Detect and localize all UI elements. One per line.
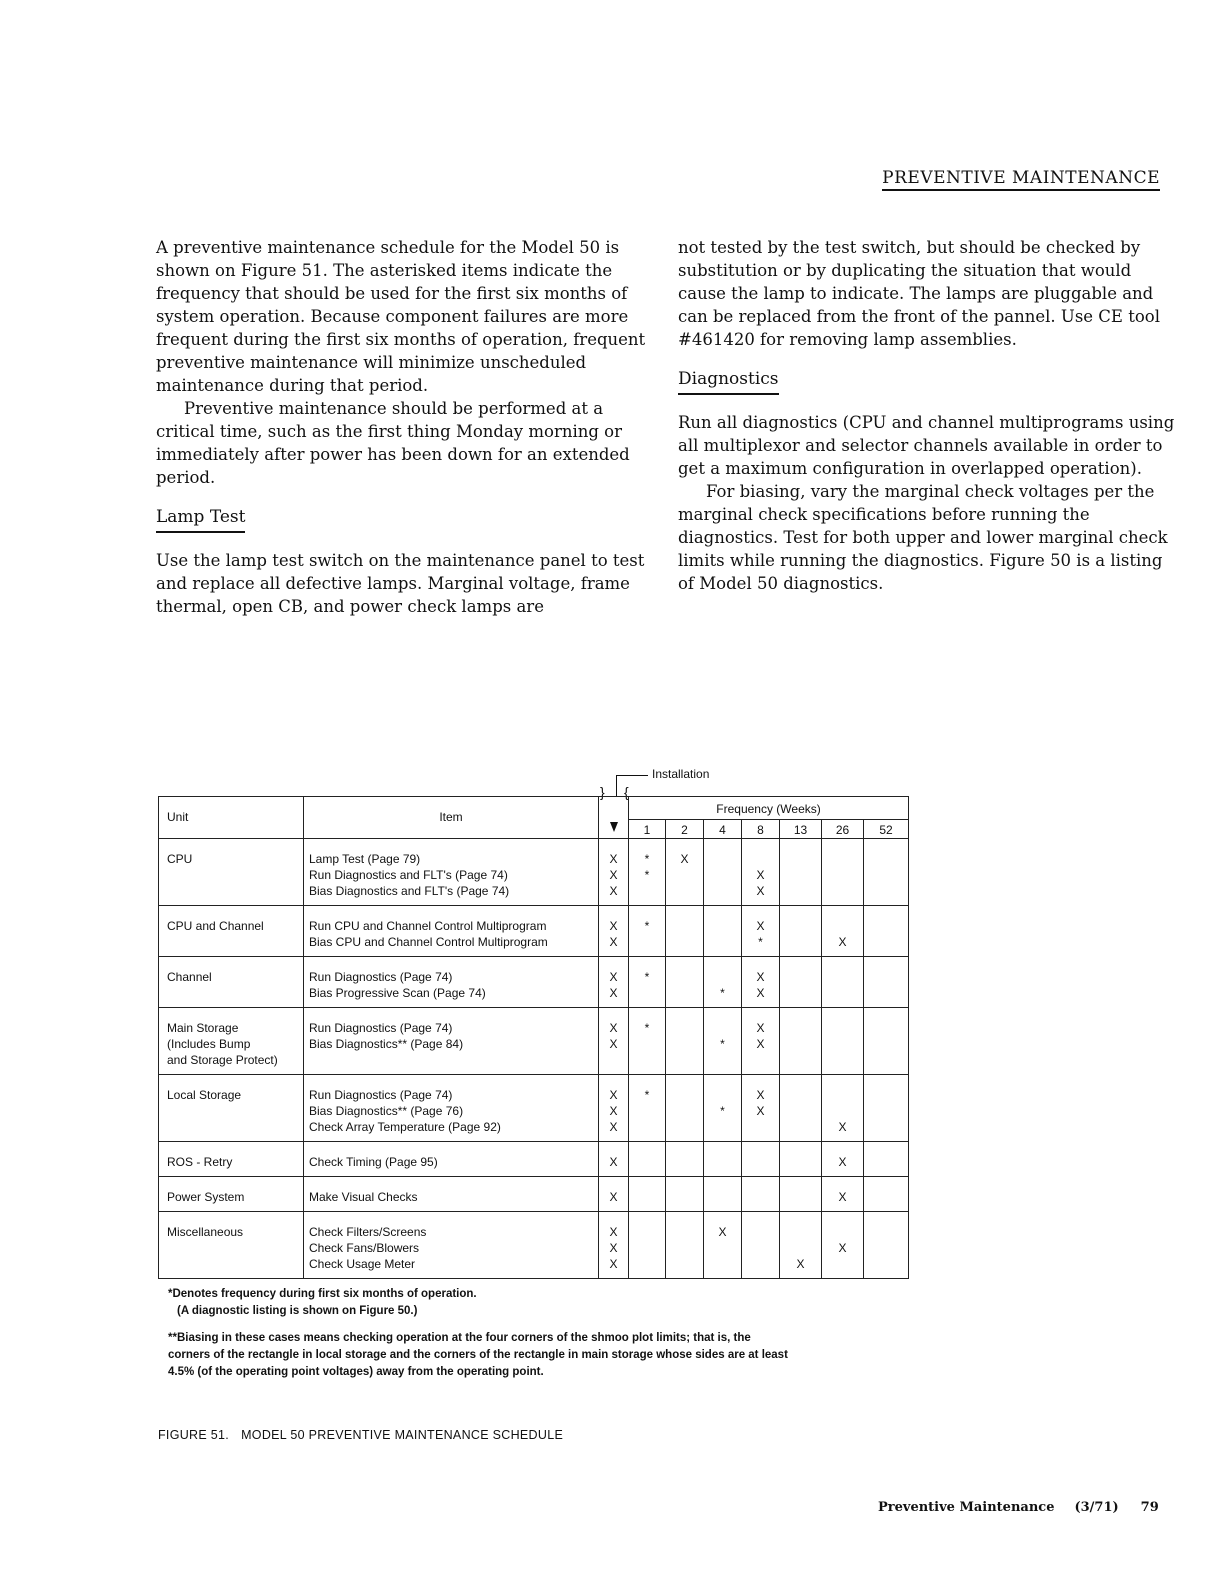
frequency-cell xyxy=(629,839,666,906)
schedule-mark: X xyxy=(756,919,765,933)
frequency-cell xyxy=(864,1212,909,1279)
left-column xyxy=(156,236,656,618)
frequency-cell xyxy=(780,957,822,1008)
schedule-mark xyxy=(864,1087,908,1103)
schedule-mark: X xyxy=(609,1225,618,1239)
frequency-cell xyxy=(822,1142,864,1177)
schedule-mark xyxy=(822,985,863,1001)
item-label: Lamp Test (Page 79) xyxy=(309,852,421,866)
footer-date: (3/71) xyxy=(1074,1500,1119,1515)
item-label: Run CPU and Channel Control Multiprogram xyxy=(309,919,547,933)
frequency-cell xyxy=(666,839,704,906)
schedule-mark: X xyxy=(609,1155,618,1169)
schedule-mark xyxy=(704,918,741,934)
schedule-mark xyxy=(666,969,703,985)
schedule-mark: X xyxy=(609,1104,618,1118)
schedule-mark xyxy=(822,1020,863,1036)
installation-cell xyxy=(599,957,629,1008)
schedule-mark xyxy=(666,867,703,883)
schedule-mark: X xyxy=(756,1088,765,1102)
frequency-cell xyxy=(704,1008,742,1075)
item-cell xyxy=(304,1177,599,1212)
unit-cell xyxy=(159,1212,304,1279)
unit-cell xyxy=(159,1177,304,1212)
figure-number: FIGURE 51. xyxy=(158,1428,230,1442)
schedule-mark: * xyxy=(644,919,650,933)
schedule-mark xyxy=(822,1087,863,1103)
schedule-mark xyxy=(629,934,665,950)
unit-label: CPU xyxy=(167,852,193,866)
frequency-cell xyxy=(742,839,780,906)
frequency-cell xyxy=(780,1142,822,1177)
frequency-cell xyxy=(742,906,780,957)
schedule-mark: * xyxy=(644,868,650,882)
frequency-cell xyxy=(742,1075,780,1142)
installation-column-header xyxy=(599,797,629,839)
frequency-cell xyxy=(704,906,742,957)
footnotes xyxy=(168,1286,788,1381)
schedule-mark: X xyxy=(609,919,618,933)
schedule-mark xyxy=(864,934,908,950)
schedule-mark xyxy=(864,1103,908,1119)
schedule-mark xyxy=(704,1087,741,1103)
intro-paragraph: A preventive maintenance schedule for the Model 50 is shown on Figure 51. The asterisked items indicate the frequency that should be used for the first six months of system operation. Because component failures are more frequent during the first six months of operation, frequent preventive maintenance will minimize unscheduled maintenance during that period. xyxy=(156,238,646,395)
installation-leader-drop xyxy=(616,775,617,797)
diagnostics-paragraph: Run all diagnostics (CPU and channel multiprograms using all multiplexor and selector channels available in order to get a maximum configuration in overlapped operation). xyxy=(678,413,1175,478)
frequency-cell xyxy=(864,1142,909,1177)
footnote-asterisk: *Denotes frequency during first six months of operation. xyxy=(168,1288,477,1300)
schedule-mark xyxy=(704,883,741,899)
frequency-cell xyxy=(666,906,704,957)
schedule-mark: X xyxy=(680,852,689,866)
unit-cell xyxy=(159,839,304,906)
schedule-mark xyxy=(666,1256,703,1272)
timing-paragraph: Preventive maintenance should be performed at a critical time, such as the first thing Monday morning or immediately after power has been down for an extended period. xyxy=(156,399,630,487)
schedule-mark xyxy=(666,1036,703,1052)
schedule-mark xyxy=(742,1154,779,1170)
schedule-mark xyxy=(704,1256,741,1272)
schedule-mark: X xyxy=(609,935,618,949)
schedule-mark xyxy=(666,918,703,934)
schedule-mark: X xyxy=(609,852,618,866)
footnote-asterisk-reference: (A diagnostic listing is shown on Figure 50.) xyxy=(177,1305,418,1317)
schedule-mark: X xyxy=(609,1257,618,1271)
schedule-mark: X xyxy=(838,1190,847,1204)
frequency-cell xyxy=(704,839,742,906)
installation-leader-line xyxy=(616,775,648,776)
frequency-cell xyxy=(666,1142,704,1177)
schedule-mark: X xyxy=(756,1104,765,1118)
installation-cell xyxy=(599,906,629,957)
schedule-mark xyxy=(629,1189,665,1205)
unit-label: and Storage Protect) xyxy=(167,1053,278,1067)
schedule-mark xyxy=(629,1036,665,1052)
schedule-mark: X xyxy=(756,868,765,882)
schedule-mark: X xyxy=(756,884,765,898)
frequency-cell xyxy=(704,1177,742,1212)
unit-column-header: Unit xyxy=(159,797,304,839)
frequency-cell xyxy=(629,1008,666,1075)
schedule-mark xyxy=(780,969,821,985)
schedule-mark xyxy=(742,1256,779,1272)
week-header: 13 xyxy=(780,820,822,839)
schedule-mark xyxy=(629,883,665,899)
item-label: Run Diagnostics (Page 74) xyxy=(309,970,453,984)
schedule-mark xyxy=(742,1240,779,1256)
frequency-cell xyxy=(864,906,909,957)
schedule-mark: * xyxy=(720,1104,725,1118)
schedule-mark xyxy=(742,1189,779,1205)
installation-cell xyxy=(599,1212,629,1279)
schedule-mark: X xyxy=(796,1257,805,1271)
schedule-mark: X xyxy=(609,1120,618,1134)
diagnostics-heading: Diagnostics xyxy=(678,368,779,395)
schedule-mark xyxy=(666,934,703,950)
schedule-mark xyxy=(822,1224,863,1240)
maintenance-schedule-table xyxy=(158,796,909,1279)
page-number: 79 xyxy=(1140,1500,1159,1515)
item-cell xyxy=(304,839,599,906)
schedule-mark: X xyxy=(609,1037,618,1051)
schedule-mark xyxy=(780,985,821,1001)
schedule-mark xyxy=(864,1224,908,1240)
frequency-cell xyxy=(822,1075,864,1142)
lamp-test-heading: Lamp Test xyxy=(156,506,245,533)
schedule-mark xyxy=(822,883,863,899)
frequency-cell xyxy=(822,1177,864,1212)
schedule-mark xyxy=(822,1036,863,1052)
schedule-mark xyxy=(780,934,821,950)
figure-title: MODEL 50 PREVENTIVE MAINTENANCE SCHEDULE xyxy=(241,1428,564,1442)
frequency-cell xyxy=(666,1008,704,1075)
schedule-mark xyxy=(704,1240,741,1256)
frequency-cell xyxy=(864,957,909,1008)
frequency-header: Frequency (Weeks) xyxy=(629,797,909,820)
frequency-cell xyxy=(822,1212,864,1279)
item-label: Bias Diagnostics and FLT's (Page 74) xyxy=(309,884,510,898)
section-title: PREVENTIVE MAINTENANCE xyxy=(882,168,1160,191)
schedule-mark xyxy=(822,969,863,985)
installation-bracket-left: } xyxy=(600,784,605,800)
frequency-cell xyxy=(864,1177,909,1212)
schedule-mark xyxy=(666,1020,703,1036)
schedule-mark xyxy=(822,1256,863,1272)
schedule-mark: * xyxy=(758,935,763,949)
table-row xyxy=(159,1008,909,1075)
item-label: Run Diagnostics (Page 74) xyxy=(309,1088,453,1102)
schedule-mark xyxy=(666,1189,703,1205)
unit-cell xyxy=(159,906,304,957)
schedule-mark: X xyxy=(609,1190,618,1204)
installation-cell xyxy=(599,1177,629,1212)
schedule-mark: X xyxy=(838,1120,847,1134)
schedule-mark: X xyxy=(838,935,847,949)
frequency-cell xyxy=(780,1177,822,1212)
frequency-cell xyxy=(629,1212,666,1279)
schedule-mark xyxy=(864,883,908,899)
week-header: 1 xyxy=(629,820,666,839)
installation-cell xyxy=(599,1075,629,1142)
schedule-mark: X xyxy=(609,1088,618,1102)
figure-caption xyxy=(158,1428,563,1442)
frequency-cell xyxy=(629,906,666,957)
week-header: 8 xyxy=(742,820,780,839)
frequency-cell xyxy=(666,1177,704,1212)
unit-label: Power System xyxy=(167,1190,245,1204)
schedule-mark: * xyxy=(644,970,650,984)
schedule-mark: X xyxy=(609,868,618,882)
schedule-mark xyxy=(780,1087,821,1103)
schedule-mark: X xyxy=(609,1021,618,1035)
frequency-cell xyxy=(822,1008,864,1075)
item-label: Check Array Temperature (Page 92) xyxy=(309,1120,501,1134)
schedule-mark xyxy=(780,1036,821,1052)
page-footer xyxy=(878,1500,1159,1515)
schedule-mark xyxy=(629,1224,665,1240)
schedule-mark xyxy=(666,1103,703,1119)
frequency-cell xyxy=(780,1212,822,1279)
schedule-mark: * xyxy=(644,1021,650,1035)
schedule-mark xyxy=(822,867,863,883)
schedule-mark: * xyxy=(644,852,650,866)
schedule-mark xyxy=(864,1119,908,1135)
table-row xyxy=(159,1075,909,1142)
week-header: 26 xyxy=(822,820,864,839)
schedule-mark xyxy=(742,851,779,867)
table-row xyxy=(159,1177,909,1212)
item-label: Run Diagnostics (Page 74) xyxy=(309,1021,453,1035)
schedule-mark: X xyxy=(609,1241,618,1255)
schedule-mark xyxy=(780,883,821,899)
schedule-mark xyxy=(864,1154,908,1170)
unit-label: (Includes Bump xyxy=(167,1037,251,1051)
schedule-mark xyxy=(704,969,741,985)
item-cell xyxy=(304,1008,599,1075)
schedule-mark: X xyxy=(756,970,765,984)
schedule-mark xyxy=(780,1154,821,1170)
schedule-mark xyxy=(822,918,863,934)
schedule-mark: * xyxy=(644,1088,650,1102)
schedule-mark xyxy=(666,1240,703,1256)
schedule-mark xyxy=(629,1240,665,1256)
schedule-mark xyxy=(822,851,863,867)
frequency-cell xyxy=(780,906,822,957)
frequency-cell xyxy=(864,1075,909,1142)
frequency-cell xyxy=(864,839,909,906)
frequency-cell xyxy=(704,1075,742,1142)
item-label: Check Filters/Screens xyxy=(309,1225,427,1239)
schedule-mark xyxy=(864,1020,908,1036)
frequency-cell xyxy=(864,1008,909,1075)
frequency-cell xyxy=(666,1212,704,1279)
installation-cell xyxy=(599,1142,629,1177)
item-cell xyxy=(304,1075,599,1142)
schedule-mark: X xyxy=(609,884,618,898)
lamp-test-continued-paragraph: not tested by the test switch, but should be checked by substitution or by duplicating the situation that would cause the lamp to indicate. The lamps are pluggable and can be replaced from the front of the pannel. Use CE tool #461420 for removing lamp assemblies. xyxy=(678,238,1160,349)
frequency-cell xyxy=(822,839,864,906)
lamp-test-paragraph: Use the lamp test switch on the maintenance panel to test and replace all defective lamps. Marginal voltage, frame thermal, open CB, and power check lamps are xyxy=(156,551,645,616)
frequency-cell xyxy=(629,1142,666,1177)
schedule-mark: * xyxy=(720,986,725,1000)
schedule-mark xyxy=(864,1240,908,1256)
frequency-cell xyxy=(742,1212,780,1279)
schedule-mark xyxy=(629,985,665,1001)
schedule-mark: X xyxy=(838,1155,847,1169)
right-column xyxy=(678,236,1178,595)
item-label: Bias Progressive Scan (Page 74) xyxy=(309,986,486,1000)
footer-section: Preventive Maintenance xyxy=(878,1500,1055,1515)
installation-cell xyxy=(599,839,629,906)
item-column-header: Item xyxy=(304,797,599,839)
item-label: Bias Diagnostics** (Page 76) xyxy=(309,1104,464,1118)
frequency-cell xyxy=(704,1142,742,1177)
frequency-cell xyxy=(822,906,864,957)
schedule-mark xyxy=(666,985,703,1001)
schedule-mark xyxy=(629,1119,665,1135)
schedule-mark xyxy=(864,1189,908,1205)
unit-cell xyxy=(159,1075,304,1142)
schedule-mark: X xyxy=(609,970,618,984)
installation-cell xyxy=(599,1008,629,1075)
schedule-mark xyxy=(780,851,821,867)
item-label: Bias CPU and Channel Control Multiprogram xyxy=(309,935,548,949)
item-label: Check Usage Meter xyxy=(309,1257,416,1271)
frequency-cell xyxy=(629,1177,666,1212)
footnote-double-asterisk: **Biasing in these cases means checking operation at the four corners of the shmoo plot limits; that is, the corners of the rectangle in local storage and the corners of the rectangle in main storage whose sides are at least 4.5% (of the operating point voltages) away from the operating point. xyxy=(168,1332,788,1378)
schedule-mark xyxy=(629,1256,665,1272)
week-header: 4 xyxy=(704,820,742,839)
unit-cell xyxy=(159,1008,304,1075)
down-arrow-icon xyxy=(610,822,618,832)
schedule-mark xyxy=(666,1154,703,1170)
schedule-mark xyxy=(704,867,741,883)
item-cell xyxy=(304,957,599,1008)
schedule-mark: X xyxy=(756,1037,765,1051)
schedule-mark: X xyxy=(838,1241,847,1255)
schedule-mark xyxy=(666,1224,703,1240)
table-row xyxy=(159,906,909,957)
schedule-mark xyxy=(780,1103,821,1119)
schedule-mark: X xyxy=(609,986,618,1000)
item-label: Make Visual Checks xyxy=(309,1190,418,1204)
table-row xyxy=(159,1212,909,1279)
unit-cell xyxy=(159,1142,304,1177)
schedule-mark xyxy=(704,1189,741,1205)
schedule-mark: * xyxy=(720,1037,725,1051)
table-row xyxy=(159,839,909,906)
installation-bracket-right: { xyxy=(624,784,629,800)
unit-label: Miscellaneous xyxy=(167,1225,244,1239)
biasing-paragraph: For biasing, vary the marginal check voltages per the marginal check specifications before running the diagnostics. Test for both upper and lower marginal check limits while running the diagnostics. Figure 50 is a listing of Model 50 diagnostics. xyxy=(678,482,1168,593)
schedule-mark xyxy=(629,1154,665,1170)
frequency-cell xyxy=(822,957,864,1008)
item-cell xyxy=(304,1142,599,1177)
unit-label: ROS - Retry xyxy=(167,1155,233,1169)
schedule-mark xyxy=(864,1256,908,1272)
unit-cell xyxy=(159,957,304,1008)
frequency-cell xyxy=(629,1075,666,1142)
schedule-mark xyxy=(629,1103,665,1119)
frequency-cell xyxy=(742,1142,780,1177)
frequency-cell xyxy=(704,1212,742,1279)
item-label: Bias Diagnostics** (Page 84) xyxy=(309,1037,464,1051)
schedule-mark xyxy=(666,1087,703,1103)
week-header: 2 xyxy=(666,820,704,839)
schedule-mark: X xyxy=(756,986,765,1000)
schedule-mark xyxy=(780,1119,821,1135)
frequency-cell xyxy=(742,1008,780,1075)
schedule-mark xyxy=(704,851,741,867)
frequency-cell xyxy=(704,957,742,1008)
schedule-mark xyxy=(864,851,908,867)
frequency-cell xyxy=(629,957,666,1008)
unit-label: Channel xyxy=(167,970,212,984)
schedule-mark xyxy=(864,969,908,985)
schedule-mark xyxy=(704,1154,741,1170)
schedule-mark xyxy=(780,1240,821,1256)
frequency-cell xyxy=(742,1177,780,1212)
item-label: Run Diagnostics and FLT's (Page 74) xyxy=(309,868,508,882)
unit-label: Main Storage xyxy=(167,1021,239,1035)
schedule-mark: X xyxy=(756,1021,765,1035)
schedule-mark xyxy=(864,918,908,934)
frequency-cell xyxy=(742,957,780,1008)
schedule-mark xyxy=(666,883,703,899)
schedule-mark xyxy=(704,1119,741,1135)
schedule-mark xyxy=(704,1020,741,1036)
frequency-cell xyxy=(780,839,822,906)
schedule-mark xyxy=(864,867,908,883)
schedule-mark xyxy=(780,1189,821,1205)
frequency-cell xyxy=(780,1075,822,1142)
schedule-mark xyxy=(822,1103,863,1119)
table-row xyxy=(159,957,909,1008)
item-cell xyxy=(304,1212,599,1279)
schedule-mark xyxy=(780,1224,821,1240)
item-cell xyxy=(304,906,599,957)
unit-label: Local Storage xyxy=(167,1088,242,1102)
installation-label: Installation xyxy=(652,767,710,781)
unit-label: CPU and Channel xyxy=(167,919,264,933)
frequency-cell xyxy=(780,1008,822,1075)
schedule-mark xyxy=(780,1020,821,1036)
table-row xyxy=(159,1142,909,1177)
schedule-mark xyxy=(742,1224,779,1240)
item-label: Check Timing (Page 95) xyxy=(309,1155,438,1169)
schedule-mark: X xyxy=(718,1225,727,1239)
week-header: 52 xyxy=(864,820,909,839)
schedule-mark xyxy=(780,918,821,934)
item-label: Check Fans/Blowers xyxy=(309,1241,420,1255)
schedule-mark xyxy=(864,1036,908,1052)
schedule-mark xyxy=(742,1119,779,1135)
frequency-cell xyxy=(666,957,704,1008)
schedule-mark xyxy=(780,867,821,883)
schedule-mark xyxy=(864,985,908,1001)
frequency-cell xyxy=(666,1075,704,1142)
schedule-mark xyxy=(704,934,741,950)
schedule-mark xyxy=(666,1119,703,1135)
